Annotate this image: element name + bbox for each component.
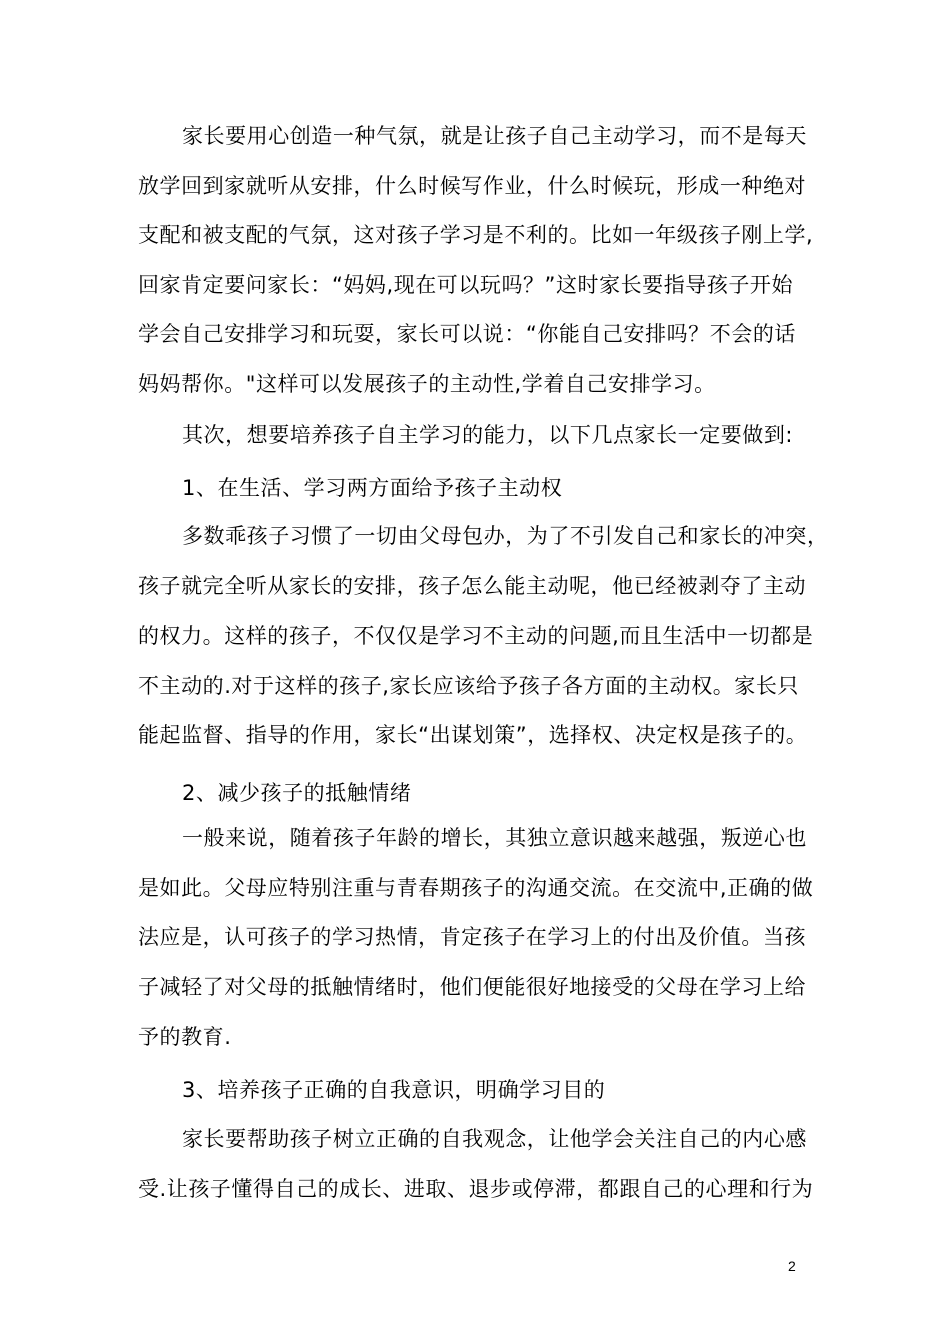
paragraph-line: 孩子就完全听从家长的安排，孩子怎么能主动呢，他已经被剥夺了主动 <box>138 574 807 598</box>
paragraph-line: 支配和被支配的气氛，这对孩子学习是不利的。比如一年级孩子刚上学, <box>138 223 814 247</box>
paragraph-line: 的权力。这样的孩子，不仅仅是学习不主动的问题,而且生活中一切都是 <box>138 624 814 648</box>
paragraph-line: 子减轻了对父母的抵触情绪时，他们便能很好地接受的父母在学习上给 <box>138 975 807 999</box>
paragraph-line: 予的教育. <box>138 1025 232 1049</box>
section-heading: 1、在生活、学习两方面给予孩子主动权 <box>182 476 563 500</box>
paragraph-line: 放学回到家就听从安排，什么时候写作业，什么时候玩，形成一种绝对 <box>138 174 807 198</box>
paragraph-line: 能起监督、指导的作用，家长“出谋划策”，选择权、决定权是孩子的。 <box>138 723 808 747</box>
page-number: 2 <box>788 1258 796 1274</box>
section-heading: 2、减少孩子的抵触情绪 <box>182 781 412 805</box>
paragraph-line: 其次，想要培养孩子自主学习的能力，以下几点家长一定要做到: <box>182 423 794 447</box>
paragraph-line: 妈妈帮你。"这样可以发展孩子的主动性,学着自己安排学习。 <box>138 372 716 396</box>
paragraph-line: 法应是，认可孩子的学习热情，肯定孩子在学习上的付出及价值。当孩 <box>138 925 807 949</box>
paragraph-line: 是如此。父母应特别注重与青春期孩子的沟通交流。在交流中,正确的做 <box>138 876 814 900</box>
paragraph-line: 受.让孩子懂得自己的成长、进取、退步或停滞，都跟自己的心理和行为 <box>138 1177 814 1201</box>
section-heading: 3、培养孩子正确的自我意识，明确学习目的 <box>182 1078 606 1102</box>
paragraph-line: 多数乖孩子习惯了一切由父母包办，为了不引发自己和家长的冲突， <box>182 524 829 548</box>
paragraph-line: 一般来说，随着孩子年龄的增长，其独立意识越来越强，叛逆心也 <box>182 826 807 850</box>
paragraph-line: 家长要帮助孩子树立正确的自我观念，让他学会关注自己的内心感 <box>182 1127 807 1151</box>
paragraph-line: 不主动的.对于这样的孩子,家长应该给予孩子各方面的主动权。家长只 <box>138 674 799 698</box>
paragraph-line: 家长要用心创造一种气氛，就是让孩子自己主动学习，而不是每天 <box>182 124 807 148</box>
paragraph-line: 回家肯定要问家长：“妈妈,现在可以玩吗？”这时家长要指导孩子开始 <box>138 273 794 297</box>
paragraph-line: 学会自己安排学习和玩耍，家长可以说：“你能自己安排吗？不会的话 <box>138 322 796 346</box>
